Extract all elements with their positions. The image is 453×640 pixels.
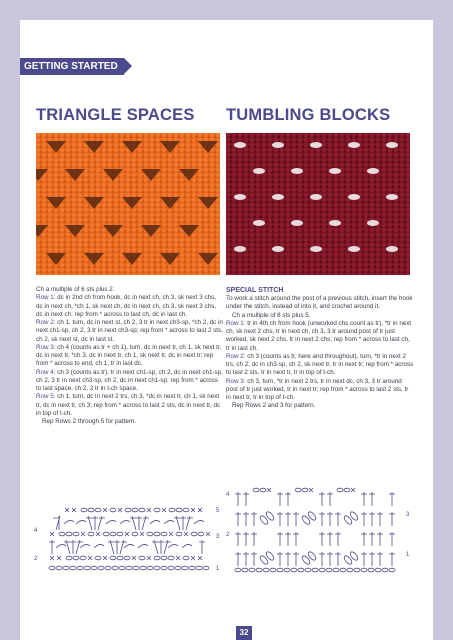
row-number-4: 4 (34, 528, 38, 534)
tumbling-blocks-stitch-diagram (224, 486, 414, 578)
left-row-2: Row 2: ch 1, turn, dc in next st, ch 2, 3 tr in next ch3-sp, *ch 2, dc in next ch1-sp, ch 2, 3 tr in next ch3-sp; rep from * across to last 2 sts, ch 2, sk next st, dc in last st. (36, 319, 223, 343)
chain-row-1 (49, 566, 209, 570)
treble-rows (235, 492, 395, 566)
right-title: TUMBLING BLOCKS (226, 106, 391, 124)
right-repeat: Rep Rows 2 and 3 for pattern. (232, 402, 316, 410)
special-stitch-text: To work a stitch around the post of a previous stitch, insert the hook under the stitch, instead of into it, and crochet around it. (226, 295, 413, 311)
row-number-2: 2 (34, 556, 38, 562)
row-number-1: 1 (216, 566, 220, 572)
right-intro: Ch a multiple of 8 sts plus 5. (232, 311, 311, 319)
left-row-3: Row 3: ch 4 (counts as tr + ch 1), turn, dc in next tr, ch 1, sk next tr, dc in next tr, *ch 3, dc in next tr, ch 1, sk next tr, dc in next tr; rep from * across to end, ch 1, tr in last dc. (36, 343, 222, 368)
row-number-2: 2 (226, 532, 230, 538)
treble-row-2 (49, 540, 205, 554)
row-number-1: 1 (406, 552, 410, 558)
stitch-row-3 (50, 532, 210, 536)
right-pattern-text (226, 286, 414, 411)
row-number-5: 5 (216, 508, 220, 514)
stitch-row-5 (65, 508, 202, 512)
row-number-3: 3 (216, 534, 220, 540)
right-row-2: Row 2: ch 3 (counts as tr, here and throughout), turn, *tr in next 2 trs, ch 2, dc in ch3-sp, ch 2, sk next tr, tr in next tr; rep from * across to last 2 sts, tr in next tr, tr in top of t-ch. (226, 352, 414, 377)
triangle-spaces-stitch-diagram (32, 498, 222, 578)
red-swatch-photo (226, 133, 410, 275)
row-number-4: 4 (226, 492, 230, 498)
left-row-4: Row 4: ch 3 (counts as tr), tr in next ch1-sp, ch 2, dc in next ch1-sp, ch 2, 3 tr in next ch3-sp, ch 2, dc in next ch1-sp; rep from * across to last space, ch 2, 2 tr in t-ch space. (36, 368, 223, 392)
left-row-1: Row 1: dc in 2nd ch from hook, dc in next ch, ch 3, sk next 3 chs, dc in next ch, *ch 1, sk next ch, dc in next ch, ch 3, sk next 3 chs, dc in next ch; rep from * across to last ch, dc in last ch. (36, 294, 216, 318)
orange-swatch-photo (36, 133, 220, 275)
special-stitch-heading: SPECIAL STITCH (226, 287, 284, 294)
left-intro: Ch a multiple of 6 sts plus 2. (36, 286, 115, 293)
row-number-3: 3 (406, 512, 410, 518)
right-row-3: Row 3: ch 3, turn, *tr in next 2 trs, tr in next dc, ch 3, 3 tr around post of tr just worked, tr in next tr; rep from * across to last 2 sts, tr in next tr, tr in top of t-ch. (226, 377, 409, 401)
top-chain-row (253, 488, 355, 492)
stitch-row-1 (50, 556, 202, 560)
post-cluster-ovals (259, 511, 359, 566)
section-banner: GETTING STARTED (20, 58, 124, 75)
chain-foundation (235, 568, 395, 572)
page-number: 32 (236, 626, 252, 640)
left-title: TRIANGLE SPACES (36, 106, 195, 124)
banner-arrow-icon (124, 58, 132, 74)
left-pattern-text (36, 286, 224, 426)
left-row-5: Row 5: ch 1, turn, dc in next 2 trs, ch 3, *dc in next tr, ch 1, sk next tr, dc in next tr, ch 3; rep from * across to last 2 sts, dc in next tr, dc in top of t-ch. (36, 393, 221, 417)
left-repeat: Rep Rows 2 through 5 for pattern. (42, 418, 137, 425)
treble-row-4 (53, 516, 204, 530)
page (20, 20, 433, 640)
right-row-1: Row 1: tr in 4th ch from hook (unworked chs count as tr), *tr in next ch, sk next 2 chs, tr in next ch, ch 3, 3 tr around post of tr just worked, sk next 2 chs, tr in next 2 chs; rep from * across to last ch, tr in last ch. (226, 319, 412, 352)
